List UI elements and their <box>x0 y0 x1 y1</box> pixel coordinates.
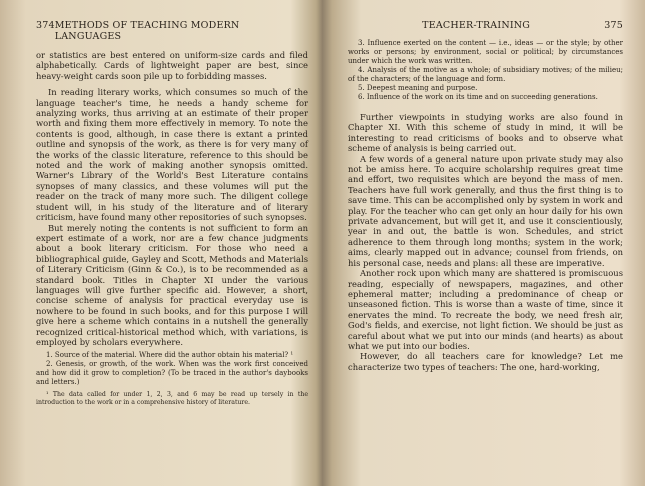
list-item: 3. Influence exerted on the content — i.e., ideas — or the style; by other works or persons; by environment, social or political; by circumstances under which the work was written. <box>348 39 623 65</box>
footnote-text: ¹ The data called for under 1, 2, 3, and 6 may be read up tersely in the introduction to the work or in a comprehensive history of literature. <box>36 391 308 407</box>
list-item: 1. Source of the material. Where did the author obtain his material? ¹ <box>46 351 294 360</box>
left-paragraph: In reading literary works, which consumes so much of the language teacher's time, he needs a handy scheme for analyzing works, thus arriving at an estimate of their proper worth and fixing them more effectively in memory. To note the contents is good, although, in case there is extant a printed outline and synopsis of the work, as there is for very many of the works of the classic literature, reference to this should be noted and the work of making another synopsis omitted. Warner's Library of the World's Best Literature contains synopses of many classics, and these volumes will put the reader on the track of many more such. The diligent college student will, in his study of the literature and of literary criticism, have found many other repositories of such synopses. <box>36 87 308 223</box>
left-paragraph: But merely noting the contents is not sufficient to form an expert estimate of a work, nor are a few chance judgments about a book literary criticism. For those who need a bibliographical guide, Gayley and Scott, Methods and Materials of Literary Criticism (Ginn & Co.), is to be recommended as a standard book. Titles in Chapter XI under the various languages will give further specific aid. However, a short, concise scheme of analysis for practical everyday use is nowhere to be found in such books, and for this purpose I will give here a scheme which contains in a nutshell the generally recognized critical-historical method which, with variations, is employed by scholars everywhere. <box>36 222 308 347</box>
right-paragraph: A few words of a general nature upon private study may also not be amiss here. To acquire scholarship requires great time and effort, two requisites which are beyond the mass of men. Teachers have full work generally, and thus the first thing is to save time. This can be accomplished only by system in work and play. For the teacher who can get only an hour daily for his own private advancement, but will get it, and use it conscientiously, year in and out, the battle is won. Schedules, and strict adherence to them through long months; system in the work; aims, clearly mapped out in advance; counsel from friends, on his personal case, needs and plans: all these are imperative. <box>348 153 623 268</box>
left-header <box>36 20 308 42</box>
right-running-head: TEACHER-TRAINING <box>422 20 531 31</box>
right-page <box>322 0 645 486</box>
right-paragraph: Another rock upon which many are shattered is promiscuous reading, especially of newspapers, magazines, and other ephemeral matter; including a predominance of cheap or unseasoned fiction. This is worse than a waste of time, since it enervates the mind. To recreate the body, we need fresh air, God's fields, and exercise, not light fiction. We should be just as careful about what we put into our minds (and hearts) as about what we put into our bodies. <box>348 268 623 351</box>
list-item: 2. Genesis, or growth, of the work. When was the work first conceived and how did it grow to completion? (To be traced in the author's daybooks and letters.) <box>36 360 308 387</box>
right-header <box>348 20 623 31</box>
left-list <box>36 351 308 387</box>
right-page-number: 375 <box>604 20 623 31</box>
right-paragraph: Further viewpoints in studying works are also found in Chapter XI. With this scheme of study in mind, it will be interesting to read criticisms of books and to observe what scheme of analysis is being carried out. <box>348 112 623 154</box>
right-list <box>348 39 623 102</box>
left-running-head: METHODS OF TEACHING MODERN LANGUAGES <box>54 20 240 42</box>
footnote <box>36 391 308 407</box>
right-body <box>348 112 623 372</box>
list-item: 5. Deepest meaning and purpose. <box>358 84 478 92</box>
list-item: 6. Influence of the work on its time and on succeeding generations. <box>358 93 598 101</box>
right-paragraph: However, do all teachers care for knowledge? Let me characterize two types of teachers: The one, hard-working, <box>348 351 623 372</box>
left-body <box>36 50 308 347</box>
list-item: 4. Analysis of the motive as a whole; of subsidiary motives; of the milieu; of the characters; of the language and form. <box>348 66 623 83</box>
left-paragraph: or statistics are best entered on uniform-size cards and filed alphabetically. Cards of lightweight paper are best, since heavy-weight cards soon pile up to forbidding masses. <box>36 50 308 81</box>
left-page-number: 374 <box>36 20 55 31</box>
left-page <box>0 0 322 486</box>
